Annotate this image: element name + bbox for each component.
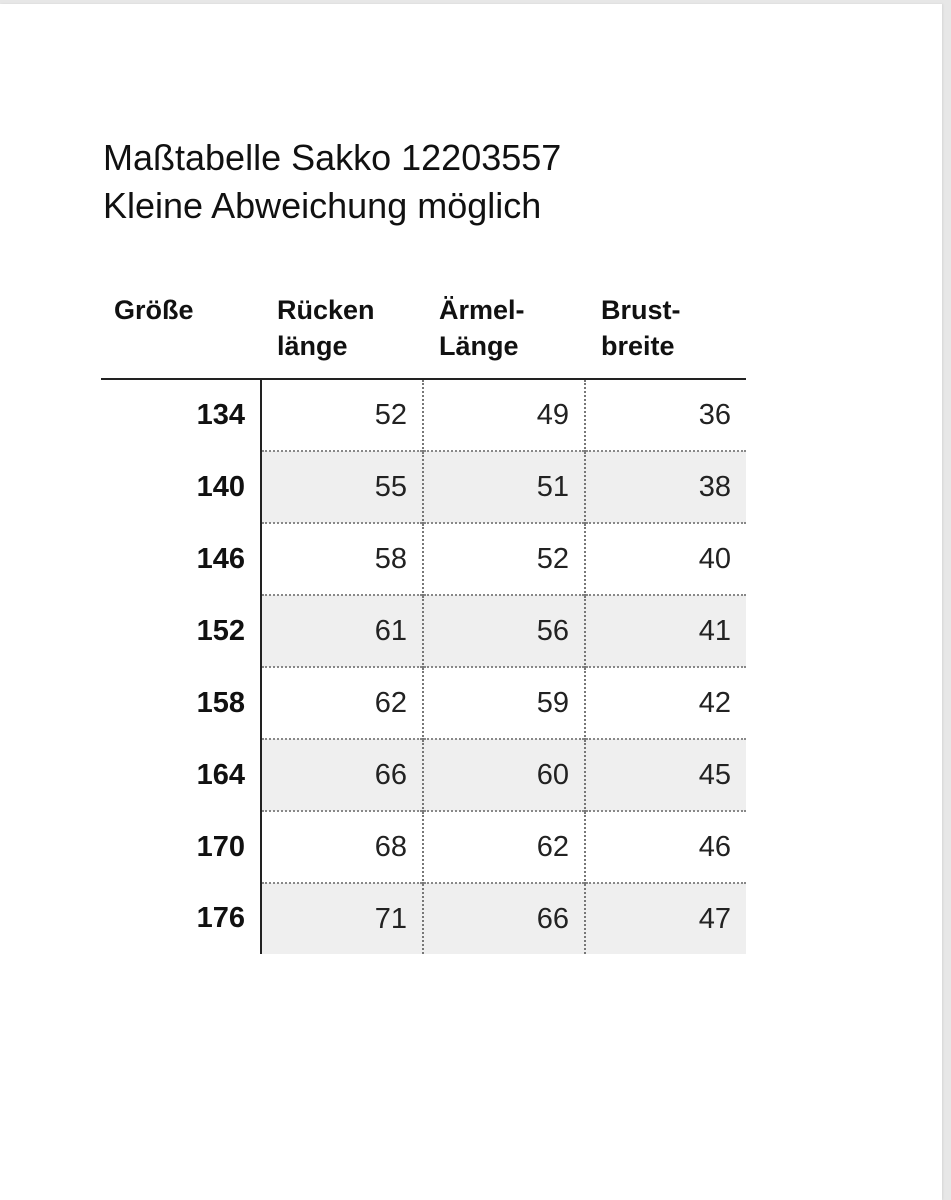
- sleeve-length-cell: 60: [423, 739, 585, 811]
- size-cell: 164: [101, 739, 261, 811]
- back-length-cell: 58: [261, 523, 423, 595]
- size-cell: 134: [101, 379, 261, 451]
- table-row: [101, 523, 746, 595]
- table-row: [101, 811, 746, 883]
- back-length-cell: 52: [374, 398, 407, 431]
- back-length-cell: 62: [261, 667, 423, 739]
- sleeve-length-cell: 51: [423, 451, 585, 523]
- table-row: [101, 883, 746, 954]
- size-cell: 140: [101, 451, 261, 523]
- document-subtitle: Kleine Abweichung möglich: [103, 185, 542, 226]
- size-table: [101, 292, 746, 954]
- header-back-length-line1: Rücken: [277, 295, 375, 325]
- chest-width-cell: 46: [585, 811, 746, 883]
- header-back-length-line2: länge: [277, 331, 348, 361]
- chest-width-cell: 45: [585, 739, 746, 811]
- chest-width-cell: 42: [585, 667, 746, 739]
- header-chest-width-line2: breite: [601, 331, 675, 361]
- table-row: [101, 451, 746, 523]
- sleeve-length-cell: 49: [423, 379, 585, 451]
- header-sleeve-length: [423, 292, 585, 379]
- back-length-cell: 68: [261, 811, 423, 883]
- header-size-label: Größe: [114, 295, 194, 325]
- table-row: [101, 595, 746, 667]
- size-cell: 176: [101, 883, 261, 954]
- back-length-cell: 71: [261, 883, 423, 954]
- header-size: [101, 292, 261, 379]
- table-header-row: [101, 292, 746, 379]
- document-page: [0, 4, 942, 1200]
- chest-width-cell: 41: [585, 595, 746, 667]
- sleeve-length-cell: 59: [423, 667, 585, 739]
- size-cell: 146: [101, 523, 261, 595]
- table-row: [101, 667, 746, 739]
- chest-width-cell: 40: [585, 523, 746, 595]
- chest-width-cell: 36: [585, 379, 746, 451]
- chest-width-cell: 47: [585, 883, 746, 954]
- header-back-length: [261, 292, 423, 379]
- table-row: [101, 739, 746, 811]
- document-title: Maßtabelle Sakko 12203557: [103, 137, 562, 178]
- header-sleeve-length-line1: Ärmel-: [439, 295, 525, 325]
- table-row: [101, 379, 746, 451]
- size-cell: 170: [101, 811, 261, 883]
- back-length-cell: 55: [261, 451, 423, 523]
- sleeve-length-cell: 66: [423, 883, 585, 954]
- sleeve-length-cell: 52: [423, 523, 585, 595]
- header-chest-width-line1: Brust-: [601, 295, 681, 325]
- chest-width-cell: 38: [585, 451, 746, 523]
- title-block: [103, 134, 561, 230]
- back-length-cell: 66: [261, 739, 423, 811]
- size-cell: 152: [101, 595, 261, 667]
- back-length-cell: 61: [261, 595, 423, 667]
- sleeve-length-cell: 56: [423, 595, 585, 667]
- size-table-container: [101, 292, 746, 954]
- sleeve-length-cell: 62: [423, 811, 585, 883]
- header-sleeve-length-line2: Länge: [439, 331, 519, 361]
- header-chest-width: [585, 292, 746, 379]
- size-cell: 158: [101, 667, 261, 739]
